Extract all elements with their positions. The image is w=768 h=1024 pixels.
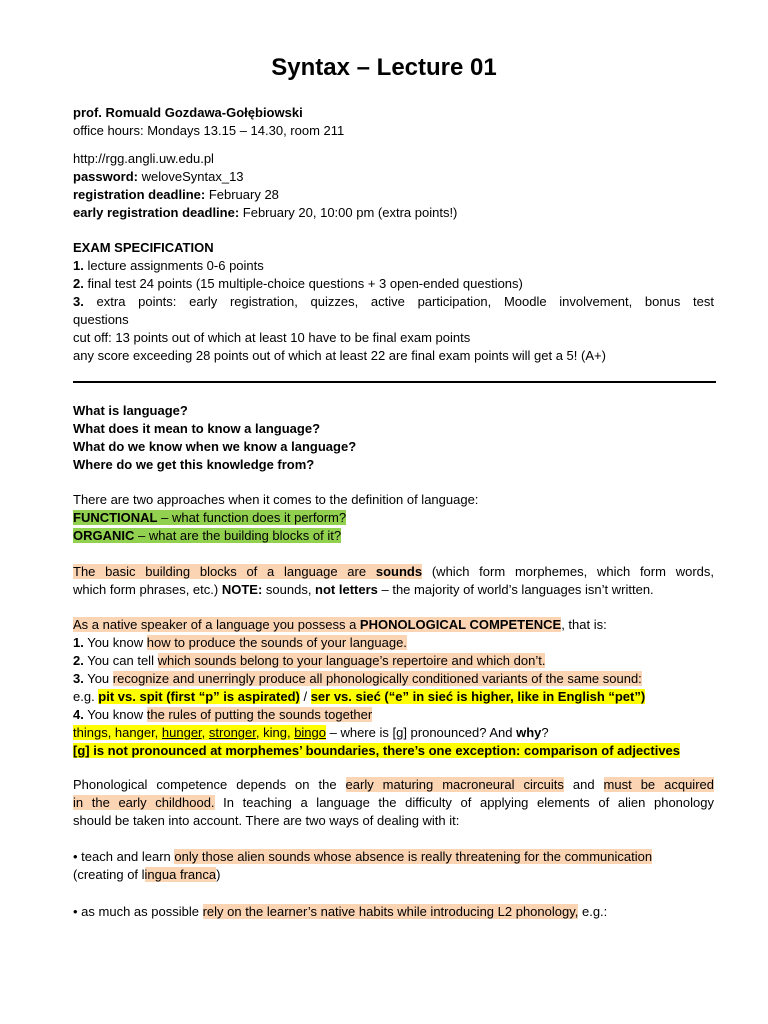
office-hours: office hours: Mondays 13.15 – 14.30, room 211 xyxy=(73,123,345,138)
question: What does it mean to know a language? xyxy=(73,421,321,436)
bullet-2: • as much as possible rely on the learner’s native habits while introducing L2 phonology, e.g.: xyxy=(73,904,608,919)
bullet-1: • teach and learn only those alien sounds whose absence is really threatening for the communication (creating of lingua franca) xyxy=(73,849,653,882)
exam-item-1: 1. lecture assignments 0-6 points xyxy=(73,258,264,273)
course-header xyxy=(73,104,714,140)
question: What do we know when we know a language? xyxy=(73,439,357,454)
questions-list xyxy=(73,402,714,474)
horizontal-divider xyxy=(73,381,716,383)
professor-name: prof. Romuald Gozdawa-Gołębiowski xyxy=(73,105,303,120)
document-title: Syntax – Lecture 01 xyxy=(271,54,497,81)
approaches-intro: There are two approaches when it comes to the definition of language: xyxy=(73,492,479,507)
exam-item-3-continued: questions xyxy=(73,312,129,327)
functional-approach: FUNCTIONAL – what function does it perform? xyxy=(73,510,347,525)
exam-item-3: 3. extra points: early registration, quizzes, active participation, Moodle involvement, bonus test xyxy=(73,294,714,309)
word-examples-answer: [g] is not pronounced at morphemes’ boundaries, there’s one exception: comparison of adjectives xyxy=(73,743,681,758)
competence-item-1: 1. You know how to produce the sounds of your language. xyxy=(73,635,407,650)
early-registration-deadline: early registration deadline: February 20, 10:00 pm (extra points!) xyxy=(73,205,458,220)
competence-item-2: 2. You can tell which sounds belong to your language’s repertoire and which don’t. xyxy=(73,653,546,668)
organic-approach: ORGANIC – what are the building blocks of it? xyxy=(73,528,342,543)
exam-specification xyxy=(73,239,714,365)
password-line: password: weloveSyntax_13 xyxy=(73,169,244,184)
course-info xyxy=(73,150,714,222)
question: Where do we get this knowledge from? xyxy=(73,457,315,472)
exam-bonus: any score exceeding 28 points out of which at least 22 are final exam points will get a 5! (A+) xyxy=(73,348,606,363)
competence-intro: As a native speaker of a language you possess a PHONOLOGICAL COMPETENCE, that is: xyxy=(73,617,607,632)
competence-dependency-paragraph: Phonological competence depends on the early maturing macroneural circuits and must be acquired in the early childhood. In teaching a language the difficulty of applying elements of alien phonology should be taken into account. There are two ways of dealing with it: xyxy=(73,777,714,828)
word-examples: things, hanger, hunger, stronger, king, bingo – where is [g] pronounced? And why? xyxy=(73,725,549,740)
competence-item-3: 3. You recognize and unerringly produce all phonologically conditioned variants of the same sound: xyxy=(73,671,642,686)
phonological-competence xyxy=(73,616,714,760)
registration-deadline: registration deadline: February 28 xyxy=(73,187,279,202)
course-url: http://rgg.angli.uw.edu.pl xyxy=(73,151,214,166)
competence-example: e.g. pit vs. spit (first “p” is aspirated) / ser vs. sieć (“e” in sieć is higher, like in English “pet”) xyxy=(73,689,646,704)
question: What is language? xyxy=(73,403,188,418)
exam-item-2: 2. final test 24 points (15 multiple-choice questions + 3 open-ended questions) xyxy=(73,276,523,291)
building-blocks-paragraph: The basic building blocks of a language are sounds (which form morphemes, which form words, which form phrases, etc.) NOTE: sounds, not letters – the majority of world’s languages isn’t written. xyxy=(73,564,714,597)
competence-item-4: 4. You know the rules of putting the sounds together xyxy=(73,707,373,722)
exam-heading: EXAM SPECIFICATION xyxy=(73,240,214,255)
exam-cutoff: cut off: 13 points out of which at least 10 have to be final exam points xyxy=(73,330,471,345)
approaches xyxy=(73,491,714,545)
